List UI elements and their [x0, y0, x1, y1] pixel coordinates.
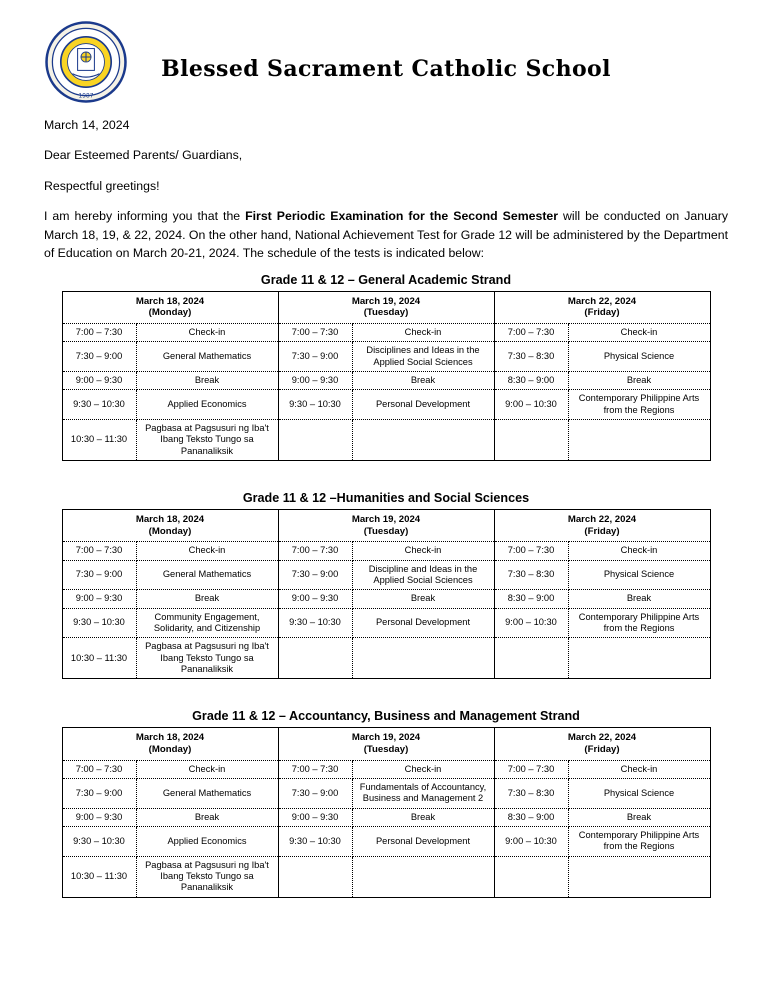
cell-time: 7:30 – 9:00 [62, 560, 136, 590]
cell-subject: Check-in [136, 324, 278, 342]
cell-subject: Check-in [568, 542, 710, 560]
cell-time: 9:00 – 10:30 [494, 390, 568, 420]
day-header [494, 728, 710, 760]
cell-subject: Pagbasa at Pagsusuri ng Iba't Ibang Teksto Tungo sa Pananaliksik [136, 638, 278, 679]
day-date: March 19, 2024 [351, 295, 421, 307]
day-header [62, 291, 278, 323]
cell-subject: Personal Development [352, 608, 494, 638]
day-date: March 18, 2024 [135, 295, 205, 307]
letter-paragraph-bold: First Periodic Examination for the Second Semester [245, 209, 559, 224]
table-row [62, 608, 710, 638]
cell-time: 9:30 – 10:30 [62, 827, 136, 857]
cell-time: 9:30 – 10:30 [278, 608, 352, 638]
cell-time: 9:00 – 9:30 [62, 808, 136, 826]
cell-time: 9:00 – 9:30 [278, 808, 352, 826]
cell-time: 9:00 – 9:30 [62, 372, 136, 390]
day-weekday: (Tuesday) [363, 744, 409, 756]
cell-time: 8:30 – 9:00 [494, 808, 568, 826]
day-header [278, 728, 494, 760]
day-date: March 18, 2024 [135, 732, 205, 744]
cell-subject: Community Engagement, Solidarity, and Citizenship [136, 608, 278, 638]
table-row [62, 420, 710, 461]
cell-subject: Discipline and Ideas in the Applied Social Sciences [352, 560, 494, 590]
cell-time [494, 420, 568, 461]
cell-time: 9:30 – 10:30 [278, 827, 352, 857]
table-row [62, 760, 710, 778]
cell-subject [568, 638, 710, 679]
schedule-block-abm [44, 709, 728, 897]
day-weekday: (Tuesday) [363, 525, 409, 537]
cell-subject: Physical Science [568, 342, 710, 372]
cell-time: 7:30 – 9:00 [278, 342, 352, 372]
day-date: March 18, 2024 [135, 513, 205, 525]
cell-time: 7:00 – 7:30 [278, 324, 352, 342]
cell-subject [352, 420, 494, 461]
table-row [62, 856, 710, 897]
table-row [62, 590, 710, 608]
cell-time: 10:30 – 11:30 [62, 856, 136, 897]
cell-time: 9:30 – 10:30 [62, 608, 136, 638]
day-header [62, 728, 278, 760]
cell-time: 9:30 – 10:30 [278, 390, 352, 420]
cell-subject: Physical Science [568, 779, 710, 809]
cell-subject: Fundamentals of Accountancy, Business and Management 2 [352, 779, 494, 809]
cell-subject: Contemporary Philippine Arts from the Regions [568, 390, 710, 420]
cell-subject: Break [352, 590, 494, 608]
day-date: March 22, 2024 [567, 295, 637, 307]
cell-subject: Break [568, 590, 710, 608]
day-header [494, 291, 710, 323]
table-row [62, 372, 710, 390]
table-row [62, 638, 710, 679]
schedule-table [62, 509, 711, 679]
schedule-table [62, 727, 711, 897]
cell-time [494, 638, 568, 679]
cell-subject: Check-in [568, 324, 710, 342]
cell-subject: Check-in [352, 760, 494, 778]
day-weekday: (Friday) [584, 744, 620, 756]
cell-time: 10:30 – 11:30 [62, 420, 136, 461]
table-header-row [62, 291, 710, 323]
document-header [44, 18, 728, 110]
table-row [62, 808, 710, 826]
letter-paragraph-part2: will be conducted on January March 18, 19, & 22, 2024. On the other hand, National Achievement Test for Grade 12 will be administered by the Department of Education on March 20-21, 2024. The schedule of the tests is indicated below: [44, 209, 729, 261]
school-name-title: Blessed Sacrament Catholic School [161, 56, 611, 82]
letter-salutation: Dear Esteemed Parents/ Guardians, [44, 148, 243, 163]
day-weekday: (Tuesday) [363, 307, 409, 319]
cell-subject [352, 638, 494, 679]
cell-subject: Personal Development [352, 827, 494, 857]
cell-time: 7:00 – 7:30 [494, 760, 568, 778]
cell-subject: Check-in [352, 324, 494, 342]
schedule-title: Grade 11 & 12 – Accountancy, Business and Management Strand [192, 709, 580, 724]
cell-time: 7:30 – 9:00 [278, 560, 352, 590]
cell-subject: General Mathematics [136, 779, 278, 809]
cell-time: 7:00 – 7:30 [62, 760, 136, 778]
cell-time: 7:30 – 9:00 [278, 779, 352, 809]
cell-time: 7:00 – 7:30 [62, 542, 136, 560]
day-header [278, 509, 494, 541]
cell-subject: Personal Development [352, 390, 494, 420]
day-weekday: (Monday) [148, 744, 192, 756]
day-weekday: (Monday) [148, 525, 192, 537]
cell-subject: Check-in [352, 542, 494, 560]
cell-time: 9:00 – 9:30 [62, 590, 136, 608]
cell-subject: Break [568, 808, 710, 826]
svg-text:1987: 1987 [78, 93, 94, 100]
table-row [62, 390, 710, 420]
table-row [62, 542, 710, 560]
letter-date: March 14, 2024 [44, 118, 130, 132]
cell-subject: Check-in [136, 760, 278, 778]
cell-time: 9:00 – 10:30 [494, 608, 568, 638]
table-row [62, 324, 710, 342]
cell-time: 7:30 – 9:00 [62, 342, 136, 372]
day-date: March 19, 2024 [351, 732, 421, 744]
schedule-table [62, 291, 711, 461]
cell-subject: Break [568, 372, 710, 390]
cell-subject: Break [352, 808, 494, 826]
cell-subject [352, 856, 494, 897]
cell-time: 7:00 – 7:30 [494, 324, 568, 342]
table-row [62, 342, 710, 372]
table-row [62, 560, 710, 590]
cell-subject: General Mathematics [136, 342, 278, 372]
cell-time [278, 638, 352, 679]
letter-paragraph [44, 207, 728, 262]
cell-subject: Disciplines and Ideas in the Applied Social Sciences [352, 342, 494, 372]
letter-paragraph-part1: I am hereby informing you that the [44, 209, 246, 224]
day-header [278, 291, 494, 323]
cell-subject: Pagbasa at Pagsusuri ng Iba't Ibang Teksto Tungo sa Pananaliksik [136, 856, 278, 897]
cell-subject: Break [136, 808, 278, 826]
cell-subject: Pagbasa at Pagsusuri ng Iba't Ibang Teksto Tungo sa Pananaliksik [136, 420, 278, 461]
day-date: March 22, 2024 [567, 732, 637, 744]
cell-time: 7:00 – 7:30 [494, 542, 568, 560]
cell-time: 7:30 – 8:30 [494, 560, 568, 590]
cell-time: 10:30 – 11:30 [62, 638, 136, 679]
letter-greeting: Respectful greetings! [44, 178, 160, 193]
cell-time [494, 856, 568, 897]
day-date: March 19, 2024 [351, 513, 421, 525]
day-weekday: (Monday) [148, 307, 192, 319]
schedule-block-gas [44, 273, 728, 461]
cell-time: 9:00 – 9:30 [278, 590, 352, 608]
day-weekday: (Friday) [584, 525, 620, 537]
table-row [62, 827, 710, 857]
cell-subject: Applied Economics [136, 390, 278, 420]
cell-subject: Applied Economics [136, 827, 278, 857]
cell-time [278, 420, 352, 461]
cell-time: 7:30 – 9:00 [62, 779, 136, 809]
schedule-title: Grade 11 & 12 –Humanities and Social Sciences [242, 490, 530, 505]
cell-subject: Physical Science [568, 560, 710, 590]
letter-body [44, 116, 728, 263]
day-header [494, 509, 710, 541]
cell-time: 9:00 – 10:30 [494, 827, 568, 857]
cell-subject [568, 856, 710, 897]
cell-time: 9:00 – 9:30 [278, 372, 352, 390]
cell-time: 7:00 – 7:30 [278, 760, 352, 778]
table-header-row [62, 728, 710, 760]
table-header-row [62, 509, 710, 541]
cell-time: 8:30 – 9:00 [494, 372, 568, 390]
cell-subject: Break [136, 372, 278, 390]
cell-subject: Check-in [568, 760, 710, 778]
cell-time: 7:30 – 8:30 [494, 342, 568, 372]
cell-time: 9:30 – 10:30 [62, 390, 136, 420]
cell-time: 7:00 – 7:30 [62, 324, 136, 342]
cell-subject [568, 420, 710, 461]
day-header [62, 509, 278, 541]
cell-time: 8:30 – 9:00 [494, 590, 568, 608]
table-row [62, 779, 710, 809]
cell-subject: Contemporary Philippine Arts from the Regions [568, 827, 710, 857]
schedule-block-humss [44, 491, 728, 679]
cell-subject: Contemporary Philippine Arts from the Regions [568, 608, 710, 638]
day-weekday: (Friday) [584, 307, 620, 319]
schedule-title: Grade 11 & 12 – General Academic Strand [260, 272, 512, 287]
cell-subject: Break [352, 372, 494, 390]
cell-time [278, 856, 352, 897]
cell-subject: Check-in [136, 542, 278, 560]
cell-subject: General Mathematics [136, 560, 278, 590]
day-date: March 22, 2024 [567, 513, 637, 525]
cell-time: 7:00 – 7:30 [278, 542, 352, 560]
cell-subject: Break [136, 590, 278, 608]
cell-time: 7:30 – 8:30 [494, 779, 568, 809]
